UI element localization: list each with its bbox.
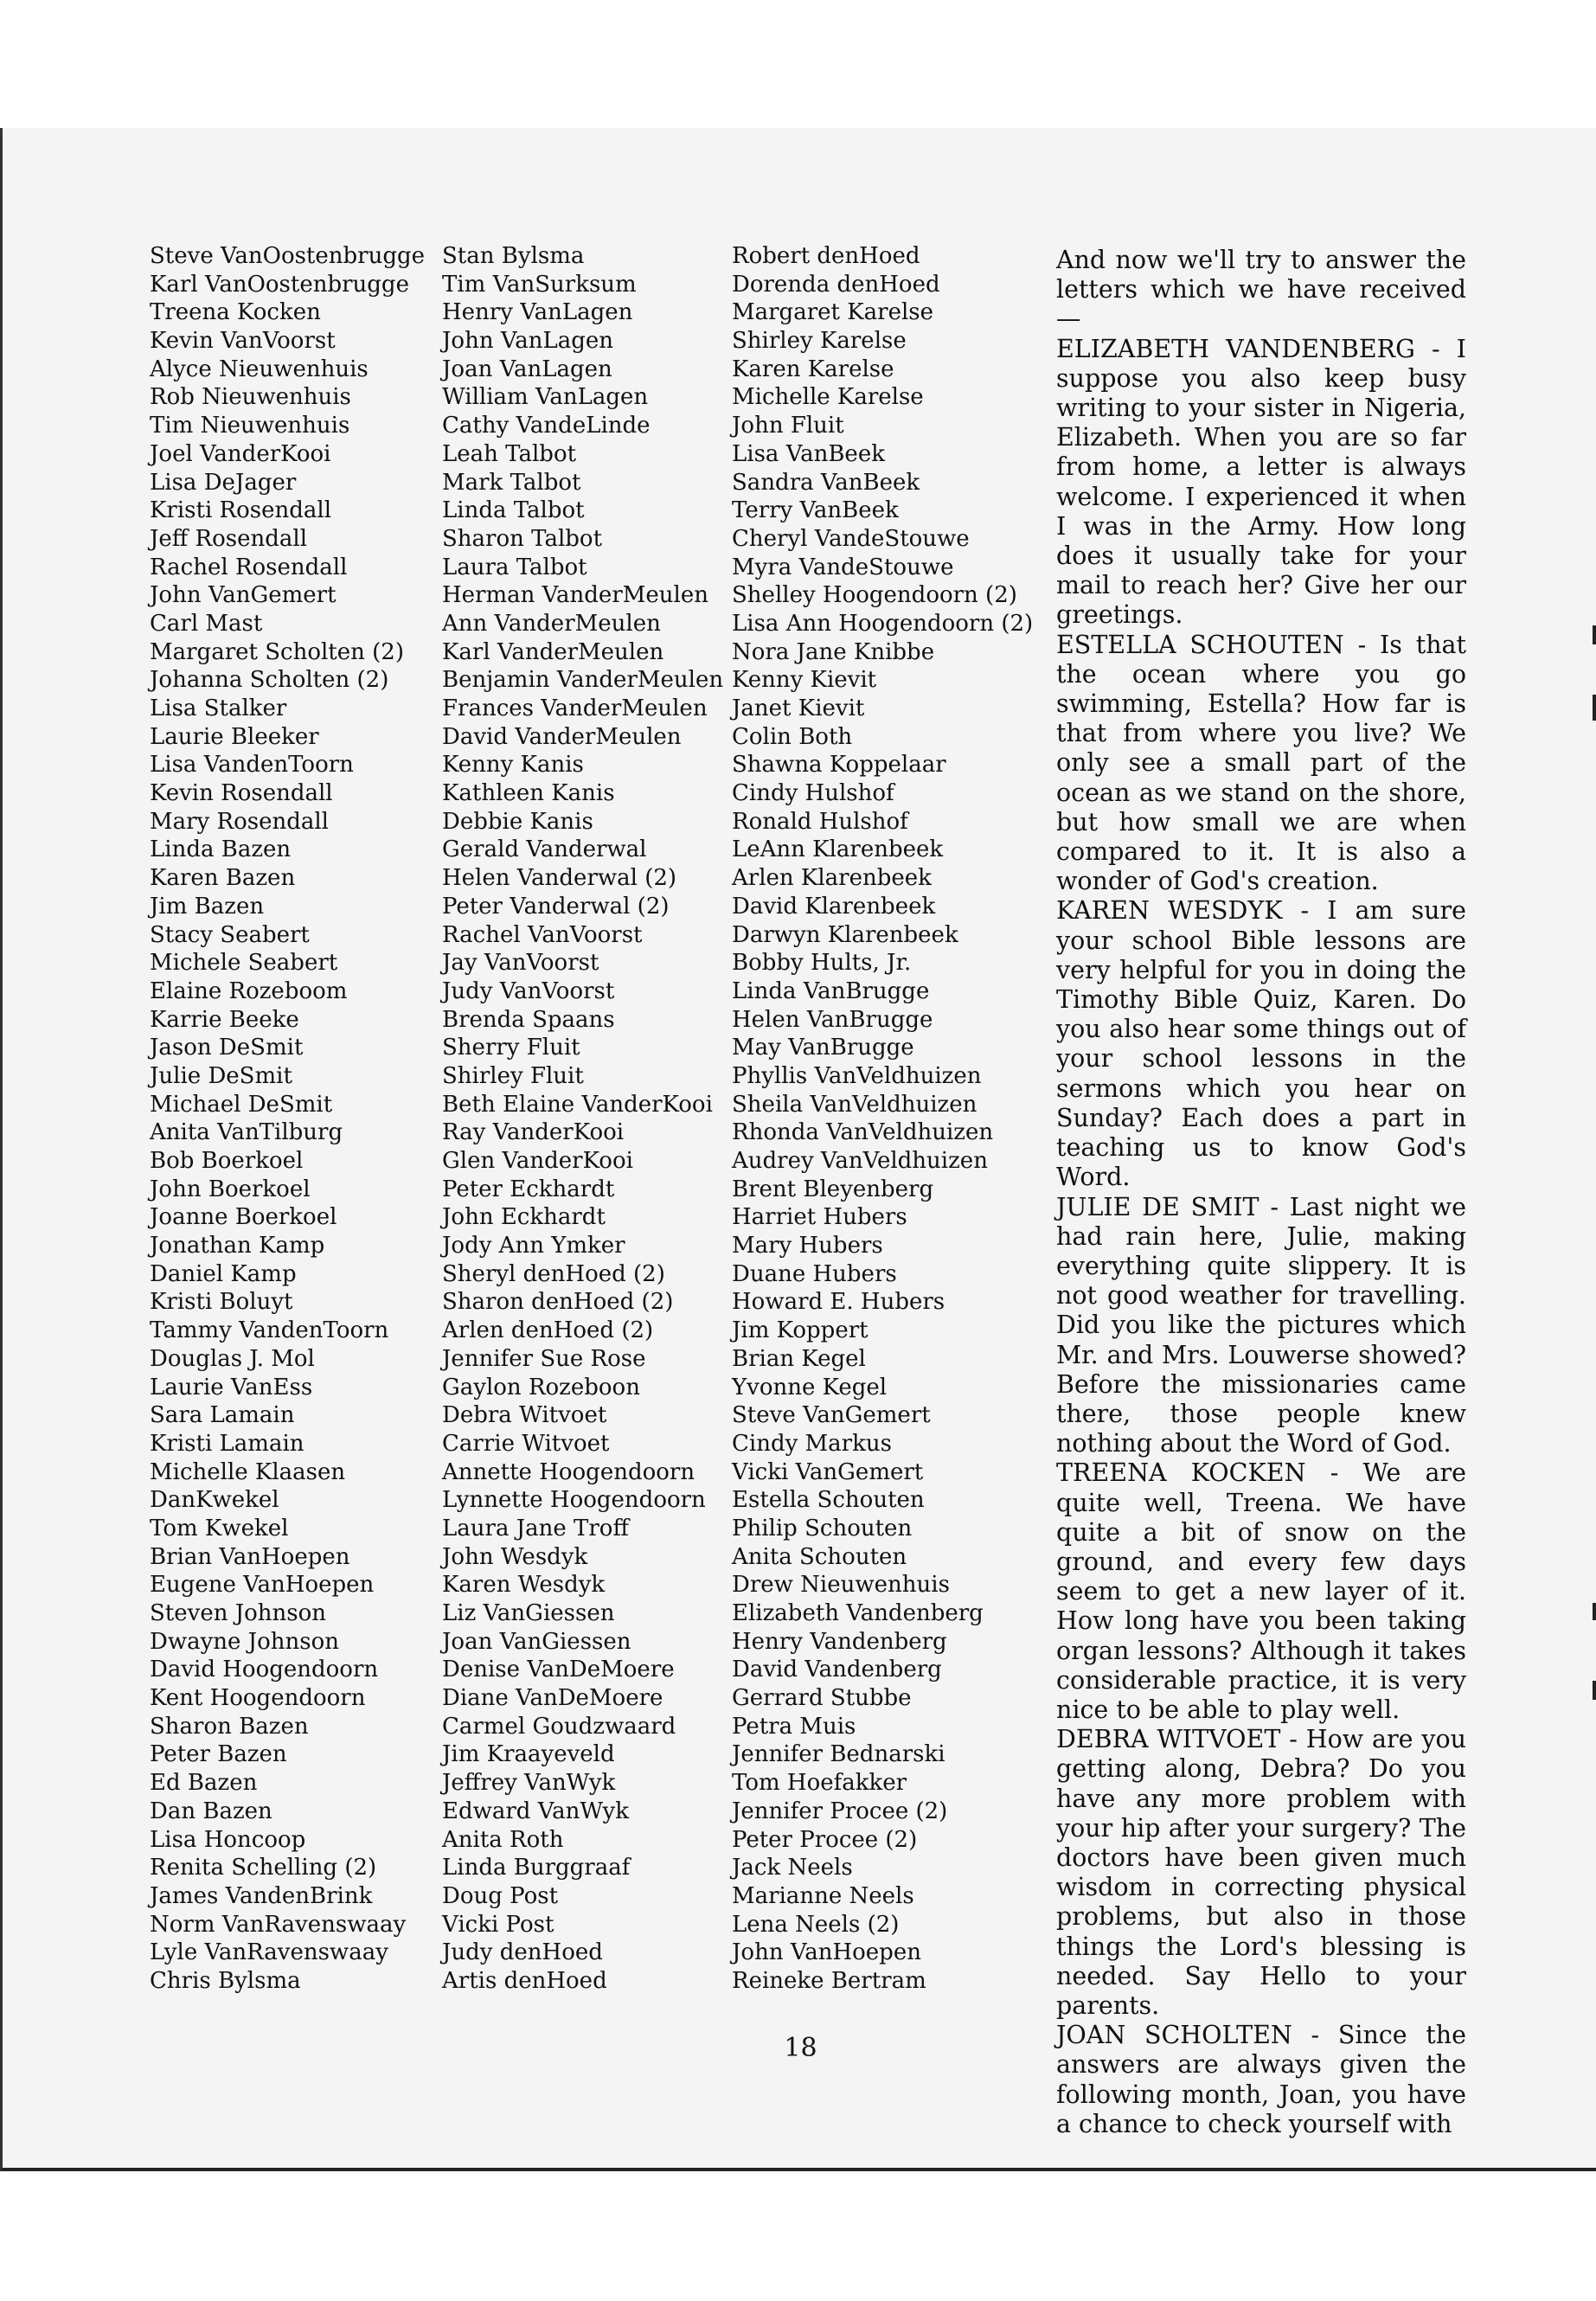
name-entry: Phyllis VanVeldhuizen: [732, 1062, 982, 1089]
letter-entry: [1056, 1193, 1466, 1459]
name-entry: Michelle Klaasen: [150, 1458, 346, 1485]
name-entry: Sheila VanVeldhuizen: [732, 1091, 977, 1118]
name-entry: Jennifer Sue Rose: [442, 1345, 646, 1372]
letter-body: I am sure your school Bible lessons are very helpful for you in doing the Timothy Bible Quiz, Karen. Do you also hear some things out of your school lessons in the sermons which you hear on Sunday? Each does a part in teaching us to know God's Word.: [1056, 896, 1467, 1192]
name-entry: Dan Bazen: [150, 1798, 272, 1824]
name-entry: Arlen Klarenbeek: [732, 865, 932, 892]
name-entry: Bobby Hults, Jr.: [732, 950, 912, 977]
name-entry: Glen VanderKooi: [442, 1148, 633, 1174]
name-entry: Carrie Witvoet: [442, 1430, 610, 1457]
letter-entries: [1056, 335, 1466, 2139]
name-entry: Mark Talbot: [442, 469, 581, 496]
name-entry: Darwyn Klarenbeek: [732, 921, 958, 948]
name-entry: David Hoogendoorn: [150, 1657, 379, 1683]
name-entry: Kristi Rosendall: [150, 497, 332, 524]
name-entry: Cindy Markus: [732, 1430, 892, 1457]
letter-body: I suppose you also keep busy writing to your sister in Nigeria, Elizabeth. When you are so far from home, a letter is always welcome. I experienced it when I was in the Army. How long does it usually take for your mail to reach her? Give her our greetings.: [1056, 334, 1466, 630]
name-entry: Kent Hoogendoorn: [150, 1685, 366, 1712]
name-entry: Yvonne Kegel: [732, 1374, 888, 1400]
name-list-column-3: [732, 242, 1033, 1996]
name-entry: Stacy Seabert: [150, 921, 310, 948]
name-entry: Laurie Bleeker: [150, 723, 319, 750]
name-entry: Jennifer Procee (2): [732, 1798, 948, 1824]
name-entry: James VandenBrink: [150, 1882, 373, 1909]
name-entry: Norm VanRavenswaay: [150, 1911, 407, 1938]
name-entry: John Boerkoel: [150, 1176, 311, 1202]
name-entry: Sherry Fluit: [442, 1035, 580, 1061]
letter-recipient-name: ELIZABETH VANDENBERG: [1056, 334, 1415, 363]
name-entry: Lisa Honcoop: [150, 1826, 306, 1853]
name-entry: Tom Kwekel: [150, 1515, 289, 1541]
name-entry: Sharon denHoed (2): [442, 1289, 674, 1316]
name-entry: Brian Kegel: [732, 1345, 866, 1372]
name-entry: Kristi Boluyt: [150, 1289, 293, 1316]
name-entry: Shelley Hoogendoorn (2): [732, 582, 1017, 609]
name-entry: Marianne Neels: [732, 1882, 914, 1909]
name-entry: Doug Post: [442, 1882, 559, 1909]
name-entry: Cathy VandeLinde: [442, 413, 651, 439]
name-entry: Sara Lamain: [150, 1402, 295, 1429]
letter-recipient-name: JOAN SCHOLTEN: [1056, 2021, 1292, 2050]
name-entry: Elaine Rozeboom: [150, 977, 348, 1004]
name-entry: Lisa Stalker: [150, 695, 287, 721]
name-entry: Laurie VanEss: [150, 1374, 313, 1400]
name-entry: Arlen denHoed (2): [442, 1317, 654, 1344]
name-entry: May VanBrugge: [732, 1035, 914, 1061]
name-entry: Douglas J. Mol: [150, 1345, 315, 1372]
name-entry: Michelle Karelse: [732, 384, 924, 411]
name-entry: Linda VanBrugge: [732, 977, 930, 1004]
letter-separator: -: [1282, 896, 1328, 926]
letter-recipient-name: JULIE DE SMIT: [1056, 1192, 1259, 1221]
letters-intro: And now we'll try to answer the letters which we have received—: [1056, 246, 1466, 334]
name-entry: Vicki VanGemert: [732, 1458, 924, 1485]
name-entry: Dorenda denHoed: [732, 271, 940, 298]
name-entry: Carl Mast: [150, 610, 263, 637]
name-entry: Judy denHoed: [442, 1939, 603, 1966]
name-entry: Tim VanSurksum: [442, 271, 637, 298]
name-entry: Michele Seabert: [150, 950, 338, 977]
name-entry: Peter Eckhardt: [442, 1176, 615, 1202]
name-entry: Rob Nieuwenhuis: [150, 384, 351, 411]
letter-separator: -: [1259, 1192, 1290, 1221]
name-entry: Sandra VanBeek: [732, 469, 920, 496]
name-entry: Brent Bleyenberg: [732, 1176, 934, 1202]
name-entry: Jason DeSmit: [150, 1035, 304, 1061]
name-entry: Chris Bylsma: [150, 1967, 301, 1994]
name-entry: Terry VanBeek: [732, 497, 899, 524]
name-entry: Eugene VanHoepen: [150, 1572, 375, 1599]
name-entry: Karl VanOostenbrugge: [150, 271, 409, 298]
name-entry: Edward VanWyk: [442, 1798, 629, 1824]
name-entry: Tim Nieuwenhuis: [150, 413, 350, 439]
name-entry: Liz VanGiessen: [442, 1600, 615, 1626]
name-entry: Anita Roth: [442, 1826, 564, 1853]
letter-recipient-name: ESTELLA SCHOUTEN: [1056, 630, 1344, 659]
letter-body: Last night we had rain here, Julie, making everything quite slippery. It is not good weather for travelling. Did you like the pictures which Mr. and Mrs. Louwerse showed? Before the missionaries came there, those people knew nothing about the Word of God.: [1056, 1192, 1467, 1458]
name-entry: Ronald Hulshof: [732, 808, 908, 835]
name-entry: Joan VanLagen: [442, 356, 612, 382]
name-entry: Cindy Hulshof: [732, 780, 894, 807]
letter-separator: -: [1414, 334, 1457, 363]
name-entry: Lynnette Hoogendoorn: [442, 1487, 706, 1514]
name-entry: Ray VanderKooi: [442, 1119, 625, 1146]
name-entry: Carmel Goudzwaard: [442, 1713, 676, 1740]
name-entry: Ann VanderMeulen: [442, 610, 661, 637]
name-entry: Lena Neels (2): [732, 1911, 900, 1938]
name-entry: Lisa VanBeek: [732, 440, 885, 467]
letter-recipient-name: DEBRA WITVOET: [1056, 1725, 1281, 1754]
name-entry: Jennifer Bednarski: [732, 1741, 945, 1768]
letter-body: We are quite well, Treena. We have quite a bit of snow on the ground, and every few days seem to get a new layer of it. How long have you been taking organ lessons? Although it takes considerable practice, it is very nice to be able to play well.: [1056, 1458, 1466, 1724]
margin-mark: [1593, 1603, 1596, 1620]
name-entry: Gerald Vanderwal: [442, 836, 647, 863]
name-entry: Howard E. Hubers: [732, 1289, 945, 1316]
name-entry: Diane VanDeMoere: [442, 1685, 663, 1712]
name-entry: Brenda Spaans: [442, 1006, 615, 1033]
margin-mark: [1593, 695, 1596, 721]
name-entry: John Eckhardt: [442, 1204, 606, 1231]
name-entry: Annette Hoogendoorn: [442, 1458, 695, 1485]
name-entry: Herman VanderMeulen: [442, 582, 708, 609]
name-entry: Shawna Koppelaar: [732, 752, 946, 779]
name-entry: Karl VanderMeulen: [442, 638, 664, 665]
name-entry: Bob Boerkoel: [150, 1148, 304, 1174]
name-entry: Audrey VanVeldhuizen: [732, 1148, 988, 1174]
name-entry: John Fluit: [732, 413, 844, 439]
name-entry: LeAnn Klarenbeek: [732, 836, 944, 863]
name-entry: Peter Vanderwal (2): [442, 893, 670, 920]
letter-body: Since the answers are always given the following month, Joan, you have a chance to check yourself with: [1056, 2021, 1466, 2138]
name-entry: Steve VanOostenbrugge: [150, 243, 426, 269]
name-entry: Rachel Rosendall: [150, 554, 348, 580]
name-entry: Kristi Lamain: [150, 1430, 304, 1457]
margin-mark: [1593, 625, 1596, 644]
name-entry: Henry Vandenberg: [732, 1628, 947, 1655]
name-entry: Beth Elaine VanderKooi: [442, 1091, 713, 1118]
name-entry: John VanLagen: [442, 328, 614, 355]
letter-recipient-name: TREENA KOCKEN: [1056, 1458, 1306, 1488]
name-entry: Karen Wesdyk: [442, 1572, 606, 1599]
name-entry: Daniel Kamp: [150, 1260, 297, 1287]
name-entry: Frances VanderMeulen: [442, 695, 708, 721]
name-entry: Jim Kraayeveld: [442, 1741, 615, 1768]
name-entry: Margaret Karelse: [732, 299, 934, 326]
name-entry: Brian VanHoepen: [150, 1543, 350, 1570]
name-entry: Jay VanVoorst: [442, 950, 599, 977]
name-entry: Sheryl denHoed (2): [442, 1260, 665, 1287]
name-entry: Estella Schouten: [732, 1487, 925, 1514]
name-entry: Steve VanGemert: [732, 1402, 931, 1429]
letter-entry: [1056, 335, 1466, 631]
name-entry: Tom Hoefakker: [732, 1770, 907, 1797]
name-entry: Nora Jane Knibbe: [732, 638, 935, 665]
name-entry: Debbie Kanis: [442, 808, 593, 835]
name-entry: Linda Bazen: [150, 836, 292, 863]
name-entry: Kevin VanVoorst: [150, 328, 336, 355]
name-entry: Alyce Nieuwenhuis: [150, 356, 369, 382]
name-entry: Anita Schouten: [732, 1543, 907, 1570]
name-entry: Petra Muis: [732, 1713, 856, 1740]
name-entry: Linda Talbot: [442, 497, 585, 524]
name-entry: Henry VanLagen: [442, 299, 633, 326]
name-entry: Karen Bazen: [150, 865, 296, 892]
letter-entry: [1056, 896, 1466, 1192]
name-entry: Artis denHoed: [442, 1967, 607, 1994]
name-entry: Michael DeSmit: [150, 1091, 333, 1118]
name-entry: Julie DeSmit: [150, 1062, 292, 1089]
name-entry: Laura Talbot: [442, 554, 587, 580]
letter-body: Is that the ocean where you go swimming, Estella? How far is that from where you live? We only see a small part of the ocean as we stand on the shore, but how small we are when compared to it. It is also a wonder of God's creation.: [1056, 630, 1466, 896]
name-entry: Kevin Rosendall: [150, 780, 333, 807]
name-entry: Jonathan Kamp: [150, 1233, 325, 1259]
name-entry: Drew Nieuwenhuis: [732, 1572, 950, 1599]
name-entry: Gaylon Rozeboon: [442, 1374, 640, 1400]
name-entry: Gerrard Stubbe: [732, 1685, 912, 1712]
name-entry: Jody Ann Ymker: [442, 1233, 625, 1259]
name-entry: Mary Rosendall: [150, 808, 329, 835]
name-entry: Lisa Ann Hoogendoorn (2): [732, 610, 1034, 637]
name-entry: Steven Johnson: [150, 1600, 327, 1626]
letter-separator: -: [1280, 1725, 1306, 1754]
name-entry: Shirley Fluit: [442, 1062, 584, 1089]
name-entry: Rachel VanVoorst: [442, 921, 643, 948]
letter-separator: -: [1343, 630, 1381, 659]
name-entry: Renita Schelling (2): [150, 1855, 377, 1881]
name-entry: Peter Procee (2): [732, 1826, 918, 1853]
name-list-column-2: [442, 242, 723, 1996]
name-entry: Joan VanGiessen: [442, 1628, 631, 1655]
letter-entry: [1056, 1458, 1466, 1725]
name-entry: Benjamin VanderMeulen: [442, 667, 724, 694]
name-entry: Dwayne Johnson: [150, 1628, 339, 1655]
name-entry: Leah Talbot: [442, 440, 577, 467]
letter-entry: [1056, 1725, 1466, 2021]
name-entry: Kathleen Kanis: [442, 780, 615, 807]
name-entry: Sharon Talbot: [442, 525, 603, 552]
letter-separator: -: [1305, 1458, 1363, 1488]
name-entry: John VanHoepen: [732, 1939, 921, 1966]
name-entry: Joel VanderKooi: [150, 440, 331, 467]
name-entry: Jim Koppert: [732, 1317, 869, 1344]
name-entry: Tammy VandenToorn: [150, 1317, 389, 1344]
name-entry: Cheryl VandeStouwe: [732, 525, 970, 552]
name-entry: Janet Kievit: [732, 695, 865, 721]
name-entry: Anita VanTilburg: [150, 1119, 343, 1146]
name-entry: Laura Jane Troff: [442, 1515, 629, 1541]
name-entry: Jeff Rosendall: [150, 525, 308, 552]
letter-entry: [1056, 631, 1466, 897]
name-entry: Jeffrey VanWyk: [442, 1770, 616, 1797]
name-list-column-1: [150, 242, 425, 1996]
name-entry: John VanGemert: [150, 582, 337, 609]
name-entry: Sharon Bazen: [150, 1713, 309, 1740]
name-entry: Colin Both: [732, 723, 853, 750]
magazine-page: [0, 128, 1596, 2171]
name-entry: Shirley Karelse: [732, 328, 907, 355]
name-entry: Karen Karelse: [732, 356, 894, 382]
name-entry: Kenny Kanis: [442, 752, 584, 779]
letter-body: How are you getting along, Debra? Do you have any more problem with your hip after your surgery? The doctors have been given much wisdom in correcting physical problems, but also in those things the Lord's blessing is needed. Say Hello to your parents.: [1056, 1725, 1466, 2020]
letter-separator: -: [1292, 2021, 1338, 2050]
name-entry: Peter Bazen: [150, 1741, 287, 1768]
name-entry: Mary Hubers: [732, 1233, 883, 1259]
margin-mark: [1593, 1681, 1596, 1700]
name-entry: Robert denHoed: [732, 243, 920, 269]
name-entry: Reineke Bertram: [732, 1967, 926, 1994]
name-entry: Lisa VandenToorn: [150, 752, 354, 779]
name-entry: Denise VanDeMoere: [442, 1657, 675, 1683]
name-entry: Lisa DeJager: [150, 469, 297, 496]
name-entry: Margaret Scholten (2): [150, 638, 404, 665]
name-entry: David Vandenberg: [732, 1657, 942, 1683]
name-entry: Harriet Hubers: [732, 1204, 907, 1231]
name-entry: Duane Hubers: [732, 1260, 897, 1287]
name-entry: David VanderMeulen: [442, 723, 682, 750]
name-entry: Karrie Beeke: [150, 1006, 299, 1033]
letters-column: [1056, 246, 1466, 2139]
name-entry: DanKwekel: [150, 1487, 279, 1514]
name-entry: Linda Burggraaf: [442, 1855, 631, 1881]
name-entry: Rhonda VanVeldhuizen: [732, 1119, 994, 1146]
name-entry: Joanne Boerkoel: [150, 1204, 337, 1231]
name-entry: Elizabeth Vandenberg: [732, 1600, 984, 1626]
name-entry: Helen VanBrugge: [732, 1006, 933, 1033]
name-entry: Stan Bylsma: [442, 243, 585, 269]
name-entry: Debra Witvoet: [442, 1402, 607, 1429]
name-entry: Johanna Scholten (2): [150, 667, 389, 694]
name-entry: Ed Bazen: [150, 1770, 258, 1797]
name-entry: Lyle VanRavenswaay: [150, 1939, 388, 1966]
name-entry: David Klarenbeek: [732, 893, 936, 920]
name-entry: Jack Neels: [732, 1855, 853, 1881]
name-entry: Treena Kocken: [150, 299, 321, 326]
name-entry: Vicki Post: [442, 1911, 554, 1938]
name-entry: Philip Schouten: [732, 1515, 913, 1541]
name-entry: Helen Vanderwal (2): [442, 865, 677, 892]
name-entry: William VanLagen: [442, 384, 649, 411]
page-number: 18: [784, 2033, 817, 2063]
name-entry: Judy VanVoorst: [442, 977, 615, 1004]
name-entry: Kenny Kievit: [732, 667, 877, 694]
name-entry: John Wesdyk: [442, 1543, 588, 1570]
name-entry: Myra VandeStouwe: [732, 554, 954, 580]
letter-recipient-name: KAREN WESDYK: [1056, 896, 1283, 926]
name-entry: Jim Bazen: [150, 893, 265, 920]
